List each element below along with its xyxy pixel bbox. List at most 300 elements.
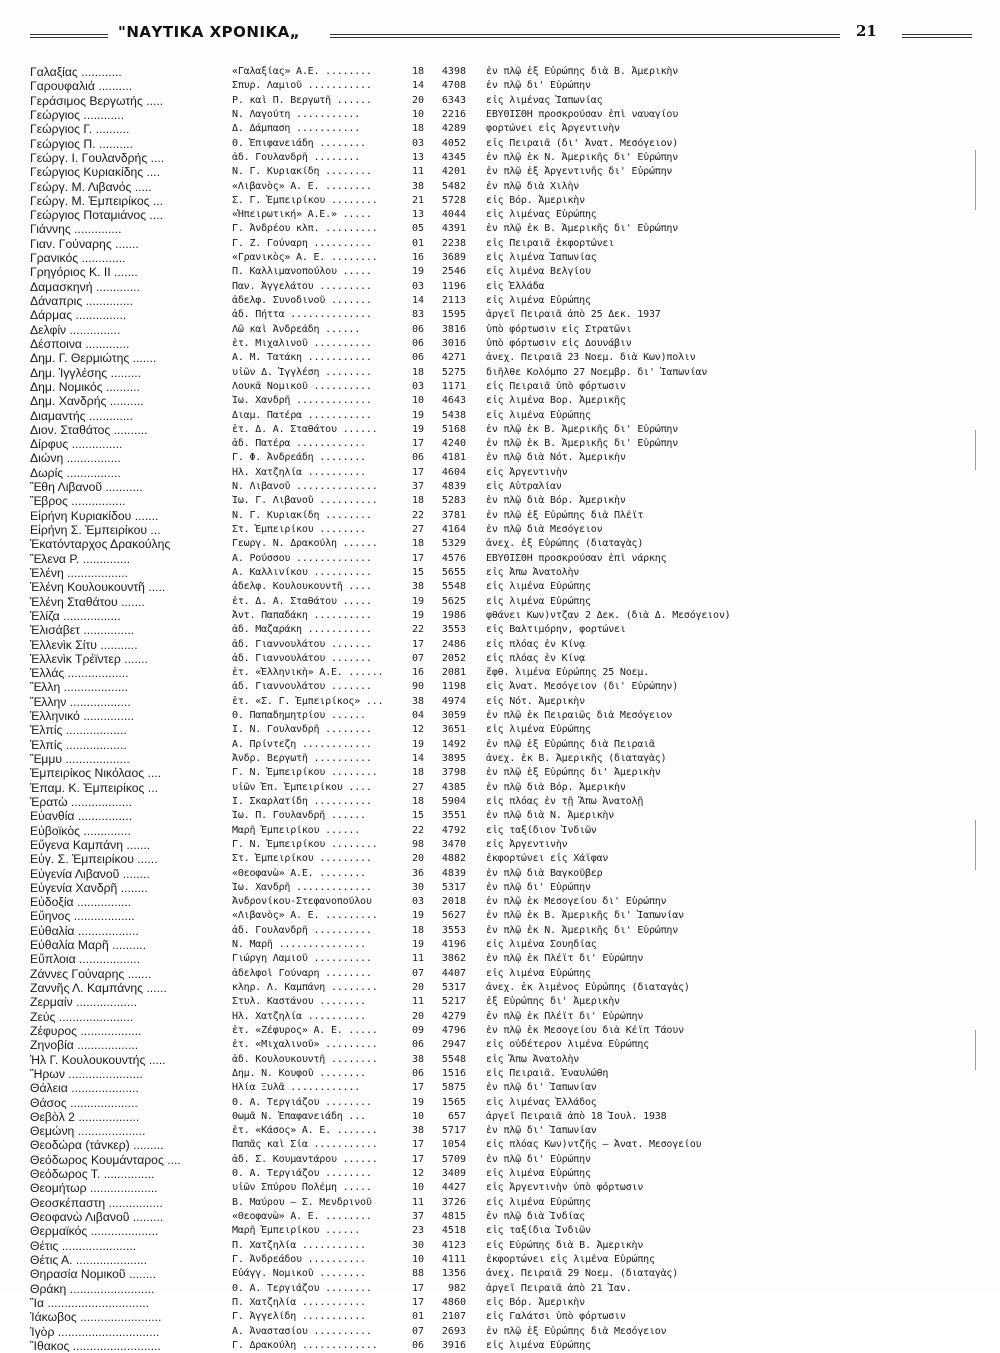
ship-row bbox=[30, 1038, 970, 1052]
ship-location: ἐν πλῷ ἐκ Β. Ἀμερικῆς δι' Εὐρώπην bbox=[486, 423, 679, 435]
ship-register-number: 30 bbox=[411, 881, 424, 893]
ship-location: ἐξ Εὐρώπης δι' Ἀμερικὴν bbox=[486, 996, 620, 1008]
ship-row bbox=[30, 824, 970, 838]
ship-name: Ζεύς ...................... bbox=[30, 1009, 134, 1024]
ship-owner: ἀδελφ. Συνοδινοῦ ....... bbox=[232, 295, 372, 306]
ship-row bbox=[30, 1010, 970, 1024]
ship-row bbox=[30, 65, 970, 79]
ship-row bbox=[30, 838, 970, 852]
ship-register-number: 18 bbox=[411, 767, 424, 779]
ship-location: ἀργεῖ Πειραιᾶ ἀπὸ 21 Ἰαν. bbox=[486, 1282, 632, 1294]
ship-name: Γρηγόριος Κ. ΙΙ ....... bbox=[30, 265, 138, 280]
ship-row bbox=[30, 580, 970, 594]
ship-register-number: 14 bbox=[411, 295, 424, 306]
ship-owner: Γ. Ἀγγελίδη ........... bbox=[232, 1311, 366, 1323]
ship-tonnage: 5875 bbox=[441, 1082, 466, 1094]
ship-name: Ἠλ Γ. Κουλουκουντής ..... bbox=[30, 1052, 166, 1067]
ship-row bbox=[30, 952, 970, 966]
ship-register-number: 22 bbox=[411, 509, 424, 521]
ship-name: Ἥρων ...................... bbox=[30, 1066, 143, 1081]
ship-owner: Ἠλ. Χατζηλία .......... bbox=[232, 466, 366, 478]
ship-register-number: 17 bbox=[411, 1153, 424, 1165]
ship-location: εἰς Ἀργεντινὴν bbox=[486, 838, 568, 850]
ship-location: ἐν πλῷ δι' Ἰαπωνίαν bbox=[486, 1125, 597, 1137]
ship-location: ἀνεχ. ἐκ λιμένος Εὐρώπης (διαταγὰς) bbox=[486, 982, 690, 993]
ship-name: Θηρασία Νομικοῦ ........ bbox=[30, 1267, 157, 1282]
ship-location: εἰς πλόας ἐν Κίνᾳ bbox=[486, 638, 585, 650]
ship-tonnage: 4407 bbox=[441, 967, 466, 979]
ship-owner: Ἰω. Χανδρῆ ............. bbox=[232, 395, 372, 407]
ship-owner: Γ. Φ. Ἀνδρεάδη ........ bbox=[232, 452, 366, 464]
ship-register-number: 17 bbox=[411, 466, 424, 478]
ship-tonnage: 4391 bbox=[441, 223, 466, 235]
ship-owner: ἀδ. Γουλανδρῆ .......... bbox=[232, 924, 372, 936]
ship-register-number: 19 bbox=[411, 939, 424, 951]
ship-name: Ἴθακος .......................... bbox=[30, 1338, 161, 1353]
ship-register-number: 11 bbox=[411, 953, 424, 965]
ship-location: εἰς ταξίδιον Ἰνδιῶν bbox=[486, 824, 597, 836]
ship-register-number: 17 bbox=[411, 638, 424, 650]
ship-location: εἰς λιμένα Βελγίου bbox=[486, 266, 591, 278]
ship-name: Θάσος .................... bbox=[30, 1095, 138, 1110]
ship-name: Εὐγενία Χανδρῆ ........ bbox=[30, 880, 148, 895]
ship-owner: Ν. Γ. Κυριακίδη ........ bbox=[232, 509, 372, 521]
ship-row bbox=[30, 981, 970, 995]
ship-name: Ἑλληνικό ............... bbox=[30, 709, 134, 724]
ship-register-number: 14 bbox=[411, 80, 424, 92]
ship-register-number: 17 bbox=[411, 438, 424, 450]
ship-register-number: 37 bbox=[411, 1211, 424, 1222]
ship-name: Δωρίς ................ bbox=[30, 465, 121, 480]
ship-row bbox=[30, 380, 970, 394]
ship-row bbox=[30, 766, 970, 780]
ship-row bbox=[30, 94, 970, 108]
ship-row bbox=[30, 638, 970, 652]
ship-name: Γεράσιμος Βεργωτής ..... bbox=[30, 93, 164, 108]
ship-register-number: 06 bbox=[411, 1039, 424, 1051]
ship-register-number: 98 bbox=[411, 838, 424, 850]
ship-register-number: 20 bbox=[411, 982, 424, 993]
ship-name: Γρανικός ............. bbox=[30, 251, 126, 266]
ship-name: Δέσποινα ............. bbox=[30, 336, 130, 351]
ship-row bbox=[30, 552, 970, 566]
ship-owner: Γ. Ἀνδρέου κλπ. ......... bbox=[232, 223, 378, 235]
ship-tonnage: 5482 bbox=[441, 180, 466, 192]
ship-name: Ἔθη Λιβανοῦ ........... bbox=[30, 480, 143, 495]
ship-row bbox=[30, 566, 970, 580]
header-rule-right bbox=[330, 34, 840, 38]
ship-owner: Π. Χατζηλία ........... bbox=[232, 1239, 366, 1251]
ship-owner: Γ. Ν. Ἐμπειρίκου ........ bbox=[232, 838, 378, 850]
ship-name: Ἔλενα Ρ. .............. bbox=[30, 551, 131, 566]
ship-location: εἰς λιμένα Εὐρώπης bbox=[486, 581, 591, 593]
ship-location: εἰς λιμένα Εὐρώπης bbox=[486, 967, 591, 979]
ship-name: Ἕλλην .................. bbox=[30, 694, 131, 709]
ship-location: ἐν πλῷ δι' Ἰαπωνίαν bbox=[486, 1082, 597, 1094]
ship-tonnage: 3895 bbox=[441, 753, 466, 764]
ship-name: Θεμώνη .................... bbox=[30, 1124, 146, 1139]
ship-name: Ἐλπίς .................. bbox=[30, 723, 127, 738]
ship-tonnage: 982 bbox=[447, 1282, 466, 1294]
ship-name: Δημ. Ἰγγλέσης ......... bbox=[30, 365, 142, 380]
ship-tonnage: 2486 bbox=[441, 638, 466, 650]
ship-tonnage: 3781 bbox=[441, 509, 466, 521]
ship-location: ἐν πλῷ δι' Εὐρώπην bbox=[486, 80, 591, 92]
ship-register-number: 10 bbox=[411, 1110, 424, 1122]
ship-owner: Παν. Ἀγγελάτου ......... bbox=[232, 280, 372, 292]
ship-row bbox=[30, 1024, 970, 1038]
ship-owner: κληρ. Λ. Καμπάνη ........ bbox=[232, 982, 378, 993]
ship-location: ἐν πλῷ ἐκ Ν. Ἀμερικῆς δι' Εὐρώπην bbox=[486, 924, 679, 936]
ship-owner: ἀδ. Σ. Κουμαντάρου ...... bbox=[232, 1153, 378, 1165]
ship-owner: Θ. Ἐπιφανειάδη ........ bbox=[232, 137, 366, 149]
ship-tonnage: 5717 bbox=[441, 1125, 466, 1137]
ship-register-number: 06 bbox=[411, 323, 424, 335]
ship-tonnage: 3470 bbox=[441, 838, 466, 850]
ship-row bbox=[30, 1067, 970, 1081]
ship-register-number: 19 bbox=[411, 910, 424, 922]
ship-owner: Δημ. Ν. Κουφοῦ ........ bbox=[232, 1067, 366, 1079]
ship-location: εἰς πλόας ἐν τῇ Ἄπω Ἀνατολῇ bbox=[486, 795, 644, 807]
ship-location: εἰς ταξίδια Ἰνδιῶν bbox=[486, 1225, 591, 1237]
ship-row bbox=[30, 351, 970, 365]
ship-register-number: 18 bbox=[411, 123, 424, 135]
ship-tonnage: 4196 bbox=[441, 939, 466, 951]
ship-owner: Ἡλία Ξυλᾶ ............ bbox=[232, 1082, 361, 1094]
ship-owner: ἀδελφοὶ Γούναρη ........ bbox=[232, 967, 372, 979]
ship-location: ἐν πλῷ ἐκ Β. Ἀμερικῆς δι' Ἰαπωνίαν bbox=[486, 910, 684, 922]
ship-owner: Ἀνδρονίκου-Στεφανοπούλου bbox=[232, 896, 372, 908]
ship-owner: Ἠλ. Χατζηλία .......... bbox=[232, 1010, 366, 1022]
ship-register-number: 11 bbox=[411, 996, 424, 1008]
ship-owner: Α. Ρούσσου ............. bbox=[232, 552, 372, 564]
ship-tonnage: 5438 bbox=[441, 409, 466, 421]
ship-name: Θεβὸλ 2 .................. bbox=[30, 1109, 140, 1124]
ship-row bbox=[30, 394, 970, 408]
ship-name: Θεόδωρος Κουμάνταρος .... bbox=[30, 1152, 181, 1167]
ship-owner: Ἰω. Χανδρῆ ............. bbox=[232, 881, 372, 893]
header-rule-left bbox=[30, 34, 108, 38]
ship-tonnage: 2947 bbox=[441, 1039, 466, 1051]
ship-owner: Παπᾶς καὶ Σία ........... bbox=[232, 1139, 378, 1151]
ship-row bbox=[30, 180, 970, 194]
ship-row bbox=[30, 222, 970, 236]
ship-owner: Δ. Δάμπαση ........... bbox=[232, 123, 361, 135]
ship-tonnage: 2081 bbox=[441, 667, 466, 679]
ship-location: εἰς Πειραιᾶ. Ἐναυλώθη bbox=[486, 1067, 609, 1079]
ship-tonnage: 5329 bbox=[441, 538, 466, 550]
ship-tonnage: 5548 bbox=[441, 1053, 466, 1065]
ship-owner: Θ. Παπαδημητρίου ...... bbox=[232, 710, 366, 722]
ship-tonnage: 3553 bbox=[441, 624, 466, 636]
ship-tonnage: 1492 bbox=[441, 738, 466, 750]
ship-name: Εὔπλοια .................. bbox=[30, 952, 140, 967]
ship-register-number: 20 bbox=[411, 853, 424, 865]
ship-name: Ἰάκωβος ........................ bbox=[30, 1310, 162, 1325]
ship-name: Δίρφυς ............... bbox=[30, 437, 123, 452]
ship-name: Δελφίν ............... bbox=[30, 322, 121, 337]
ship-name: Ζαννῆς Λ. Καμπάνης ...... bbox=[30, 981, 167, 995]
ship-row bbox=[30, 1181, 970, 1195]
ship-row bbox=[30, 537, 970, 551]
ship-location: ἐν πλῷ ἐξ Ἀργεντινῆς δι' Εὐρώπην bbox=[486, 166, 673, 178]
page-edge-mark bbox=[975, 150, 976, 210]
ship-row bbox=[30, 752, 970, 766]
ship-row bbox=[30, 280, 970, 294]
ship-location: εἰς λιμένα Βορ. Ἀμερικῆς bbox=[486, 395, 626, 407]
ship-register-number: 15 bbox=[411, 810, 424, 822]
ship-tonnage: 1986 bbox=[441, 609, 466, 621]
ship-tonnage: 5283 bbox=[441, 495, 466, 507]
ship-owner: «Γαλαξίας» Α.Ε. ........ bbox=[232, 66, 372, 77]
ship-name: Δημ. Χανδρής .......... bbox=[30, 394, 144, 409]
ship-name: Εὐδοξία ................ bbox=[30, 895, 132, 910]
ship-owner: Μαρῆ Ἐμπειρίκου ...... bbox=[232, 1225, 361, 1237]
ship-tonnage: 1356 bbox=[441, 1268, 466, 1280]
ship-owner: Γιώργη Λαμιοῦ .......... bbox=[232, 953, 372, 965]
ship-name: Ἴα .............................. bbox=[30, 1295, 149, 1310]
ship-owner: Στ. Ἐμπειρίκου ......... bbox=[232, 853, 372, 865]
ship-name: Ἑλλενὶκ Τρέϊντερ ....... bbox=[30, 651, 148, 666]
ship-owner: Σπυρ. Λαμιοῦ ........... bbox=[232, 80, 372, 92]
ship-tonnage: 4708 bbox=[441, 80, 466, 92]
ship-register-number: 10 bbox=[411, 1253, 424, 1265]
ship-owner: ἀδ. Γιαννουλάτου ....... bbox=[232, 652, 372, 664]
ship-row bbox=[30, 237, 970, 251]
ship-row bbox=[30, 695, 970, 709]
ship-tonnage: 2113 bbox=[441, 295, 466, 306]
ship-owner: ἑτ. «Μιχαλινοῦ» ......... bbox=[232, 1039, 378, 1051]
ship-row bbox=[30, 738, 970, 752]
ship-name: Εὐανθία ................ bbox=[30, 809, 133, 824]
ship-location: εἰς Ἀνατ. Μεσόγειον (δι' Εὐρώπην) bbox=[486, 681, 679, 693]
ship-name: Θράκη ......................... bbox=[30, 1281, 155, 1296]
ship-location: ἀνεχ. Πειραιᾶ 23 Νοεμ. διὰ Κων)πολιν bbox=[486, 352, 696, 364]
ship-owner: Στυλ. Καστάνου ........ bbox=[232, 996, 366, 1008]
ship-tonnage: 4279 bbox=[441, 1010, 466, 1022]
ship-register-number: 14 bbox=[411, 753, 424, 764]
ship-location: εἰς λιμένα Εὐρώπης bbox=[486, 295, 591, 306]
ship-owner: υἱῶν Ἐπ. Ἐμπειρίκου .... bbox=[232, 781, 372, 793]
ship-register-number: 01 bbox=[411, 1311, 424, 1323]
ship-row bbox=[30, 1267, 970, 1281]
ship-name: Δαμασκηνή ............. bbox=[30, 279, 140, 294]
ship-row bbox=[30, 409, 970, 423]
ship-register-number: 19 bbox=[411, 595, 424, 607]
ship-name: Ἐλισάβετ ............... bbox=[30, 623, 135, 638]
ship-tonnage: 4385 bbox=[441, 781, 466, 793]
ship-location: ἐν πλῷ διὰ Χιλὴν bbox=[486, 180, 580, 192]
ship-owner: Ν. Λιβανοῦ .............. bbox=[232, 481, 378, 493]
ship-row bbox=[30, 967, 970, 981]
ship-register-number: 90 bbox=[411, 681, 424, 693]
ship-owner: Π. Χατζηλία ........... bbox=[232, 1296, 366, 1308]
ship-row bbox=[30, 909, 970, 923]
ship-register-number: 13 bbox=[411, 209, 424, 221]
ship-location: εἰς Αὐτραλίαν bbox=[486, 481, 562, 493]
ship-name: Εἰρήνη Κυριακίδου ....... bbox=[30, 508, 159, 523]
ship-name: Ἐμπειρίκος Νικόλαος .... bbox=[30, 766, 162, 781]
ship-row bbox=[30, 480, 970, 494]
ship-location: εἰς Ἑλλάδα bbox=[486, 280, 545, 292]
ship-owner: Εὐάγγ. Νομικοῦ ........ bbox=[232, 1268, 366, 1280]
ship-row bbox=[30, 1124, 970, 1138]
ship-register-number: 18 bbox=[411, 495, 424, 507]
ship-name: Διώνη ................ bbox=[30, 451, 121, 466]
ship-register-number: 17 bbox=[411, 1296, 424, 1308]
ship-location: ΕΒΥΘΙΣΘΗ προσκρούσαν ἐπὶ ναυαγίου bbox=[486, 108, 679, 120]
ship-name: Γεώργιος ............ bbox=[30, 107, 125, 122]
ship-name: Δημ. Γ. Θερμιώτης ....... bbox=[30, 351, 157, 366]
ship-name: Ἑλένη Σταθάτου ....... bbox=[30, 594, 145, 609]
ship-name: Ἰγὸρ .............................. bbox=[30, 1324, 160, 1339]
ship-tonnage: 4518 bbox=[441, 1225, 466, 1237]
ship-owner: ἑτ. «Ζέφυρος» Α. Ε. ..... bbox=[232, 1024, 378, 1036]
ship-name: Θεομήτωρ .................... bbox=[30, 1181, 158, 1196]
ship-location: εἰς Βαλτιμόρην, φορτώνει bbox=[486, 624, 626, 636]
ship-tonnage: 3726 bbox=[441, 1196, 466, 1208]
ship-tonnage: 657 bbox=[447, 1110, 466, 1122]
ship-register-number: 18 bbox=[411, 66, 424, 77]
ship-register-number: 05 bbox=[411, 223, 424, 235]
ship-name: Γαλαξίας ............ bbox=[30, 65, 122, 79]
ship-register-number: 19 bbox=[411, 423, 424, 435]
ship-register-number: 27 bbox=[411, 781, 424, 793]
ship-owner: Λουκᾶ Νομικοῦ .......... bbox=[232, 380, 372, 392]
ship-row bbox=[30, 466, 970, 480]
ship-row bbox=[30, 509, 970, 523]
ship-register-number: 01 bbox=[411, 237, 424, 249]
ship-name: Γιαν. Γούναρης ....... bbox=[30, 236, 139, 251]
ship-tonnage: 2546 bbox=[441, 266, 466, 278]
ship-register-number: 30 bbox=[411, 1239, 424, 1251]
ship-tonnage: 3059 bbox=[441, 710, 466, 722]
ship-tonnage: 5548 bbox=[441, 581, 466, 593]
ship-row bbox=[30, 1167, 970, 1181]
ship-register-number: 88 bbox=[411, 1268, 424, 1280]
ship-name: Γεώργιος Π. .......... bbox=[30, 136, 133, 151]
ship-owner: ἑτ. «Σ. Γ. Ἐμπειρίκος» ... bbox=[232, 695, 384, 707]
page-edge-mark bbox=[975, 430, 976, 470]
ship-name: Γεώργ. Μ. Ἐμπειρίκος ... bbox=[30, 193, 164, 208]
ship-tonnage: 3553 bbox=[441, 924, 466, 936]
ship-location: ἐκφορτώνει εἰς Χάϊφαν bbox=[486, 853, 609, 865]
ship-location: ἐν πλῷ διὰ Νότ. Ἀμερικὴν bbox=[486, 452, 626, 464]
ship-row bbox=[30, 867, 970, 881]
ship-tonnage: 2018 bbox=[441, 896, 466, 908]
ship-tonnage: 4974 bbox=[441, 695, 466, 707]
ship-name: Εὐγ. Σ. Ἐμπειρίκου ...... bbox=[30, 852, 158, 867]
ship-location: ἐν πλῷ ἐξ Εὐρώπης διὰ Μεσόγειον bbox=[486, 1325, 667, 1337]
ship-name: Γεώργ. Μ. Λιβανός ..... bbox=[30, 179, 152, 194]
ship-tonnage: 4398 bbox=[441, 66, 466, 77]
ship-name: Γιάννης .............. bbox=[30, 222, 122, 237]
ship-location: ἐν πλῷ ἐκ Β. Ἀμερικῆς δι' Εὐρώπην bbox=[486, 438, 679, 450]
ship-location: εἰς λιμένα Σουηδίας bbox=[486, 939, 597, 951]
ship-row bbox=[30, 137, 970, 151]
ship-register-number: 13 bbox=[411, 151, 424, 163]
page-edge-mark bbox=[975, 820, 976, 870]
ship-row bbox=[30, 308, 970, 322]
ship-row bbox=[30, 337, 970, 351]
ship-register-number: 06 bbox=[411, 452, 424, 464]
ship-tonnage: 4289 bbox=[441, 123, 466, 135]
ship-location: εἰς Πειραιᾶ (δι' Ἀνατ. Μεσόγειον) bbox=[486, 137, 679, 149]
ship-owner: ἀδελφ. Κουλουκουντῆ .... bbox=[232, 581, 372, 593]
ship-row bbox=[30, 795, 970, 809]
ship-tonnage: 5627 bbox=[441, 910, 466, 922]
ship-register-number: 06 bbox=[411, 352, 424, 364]
ship-location: εἰς Πειραιᾶ ὑπὸ φόρτωσιν bbox=[486, 380, 626, 392]
ship-location: εἰς λιμένα Εὐρώπης bbox=[486, 1196, 591, 1208]
ship-tonnage: 3862 bbox=[441, 953, 466, 965]
ship-location: ἀργεῖ Πειραιᾶ ἀπὸ 25 Δεκ. 1937 bbox=[486, 309, 661, 321]
ship-tonnage: 4643 bbox=[441, 395, 466, 407]
ship-register-number: 17 bbox=[411, 1139, 424, 1151]
ship-name: Ἑλένη .................. bbox=[30, 565, 129, 580]
ship-location: ἐν πλῷ ἐκ Πλέϊτ δι' Εὐρώπην bbox=[486, 953, 644, 965]
ship-tonnage: 3916 bbox=[441, 1339, 466, 1351]
header-rule-end bbox=[902, 34, 972, 38]
ship-owner: ἑτ. «Ἑλληνικὴ» Α.Ε. ...... bbox=[232, 667, 384, 679]
page-edge-mark bbox=[975, 1030, 976, 1070]
ship-row bbox=[30, 1210, 970, 1224]
ship-row bbox=[30, 1339, 970, 1353]
ship-owner: Γεωργ. Ν. Δρακούλη ...... bbox=[232, 538, 378, 550]
ship-row bbox=[30, 523, 970, 537]
ship-owner: «Λιβανὸς» Α. Ε. ........ bbox=[232, 180, 372, 192]
ship-owner: ἑτ. Δ. Α. Σταθάτου ..... bbox=[232, 595, 372, 607]
ship-row bbox=[30, 194, 970, 208]
ship-register-number: 06 bbox=[411, 337, 424, 349]
ship-owner: ἑτ. Μιχαλινοῦ .......... bbox=[232, 337, 372, 349]
ship-tonnage: 5217 bbox=[441, 996, 466, 1008]
ship-register-number: 06 bbox=[411, 1339, 424, 1351]
ship-row bbox=[30, 781, 970, 795]
ship-name: Θεοφανὼ Λιβανοῦ ......... bbox=[30, 1210, 164, 1224]
ship-name: Εὔηνος .................. bbox=[30, 909, 135, 924]
ship-row bbox=[30, 609, 970, 623]
ship-location: διῆλθε Κολόμπο 27 Νοεμβρ. δι' Ἰαπωνίαν bbox=[486, 366, 708, 378]
ship-row bbox=[30, 251, 970, 265]
ship-owner: ἀδ. Πατέρα ............ bbox=[232, 438, 366, 450]
ship-tonnage: 3016 bbox=[441, 337, 466, 349]
ship-tonnage: 4839 bbox=[441, 867, 466, 879]
ship-location: εἰς Βόρ. Ἀμερικὴν bbox=[486, 194, 585, 206]
ship-row bbox=[30, 323, 970, 337]
ship-name: Δημ. Νομικός .......... bbox=[30, 379, 140, 394]
ship-name: Ἐλίζα ................. bbox=[30, 608, 121, 623]
ship-location: εἰς λιμένας Ἰαπωνίας bbox=[486, 94, 603, 106]
ship-name: Ζέφυρος .................. bbox=[30, 1023, 142, 1038]
ship-tonnage: 5317 bbox=[441, 982, 466, 993]
ship-register-number: 07 bbox=[411, 1325, 424, 1337]
ship-row bbox=[30, 723, 970, 737]
ship-row bbox=[30, 151, 970, 165]
ship-register-number: 15 bbox=[411, 566, 424, 578]
ship-location: εἰς Γαλάτσι ὑπὸ φόρτωσιν bbox=[486, 1311, 626, 1323]
ship-row bbox=[30, 709, 970, 723]
ship-register-number: 04 bbox=[411, 710, 424, 722]
ship-register-number: 38 bbox=[411, 1125, 424, 1137]
ship-location: ἐν πλῷ ἐκ Πειραιῶς διὰ Μεσόγειον bbox=[486, 710, 673, 722]
ship-tonnage: 4576 bbox=[441, 552, 466, 564]
ship-row bbox=[30, 1196, 970, 1210]
ship-tonnage: 1516 bbox=[441, 1067, 466, 1079]
ship-owner: ἑτ. «Κάσος» Α. Ε. ....... bbox=[232, 1125, 378, 1137]
ship-register-number: 07 bbox=[411, 652, 424, 664]
ship-owner: Ι. Ν. Γουλανδρῆ ........ bbox=[232, 724, 372, 736]
